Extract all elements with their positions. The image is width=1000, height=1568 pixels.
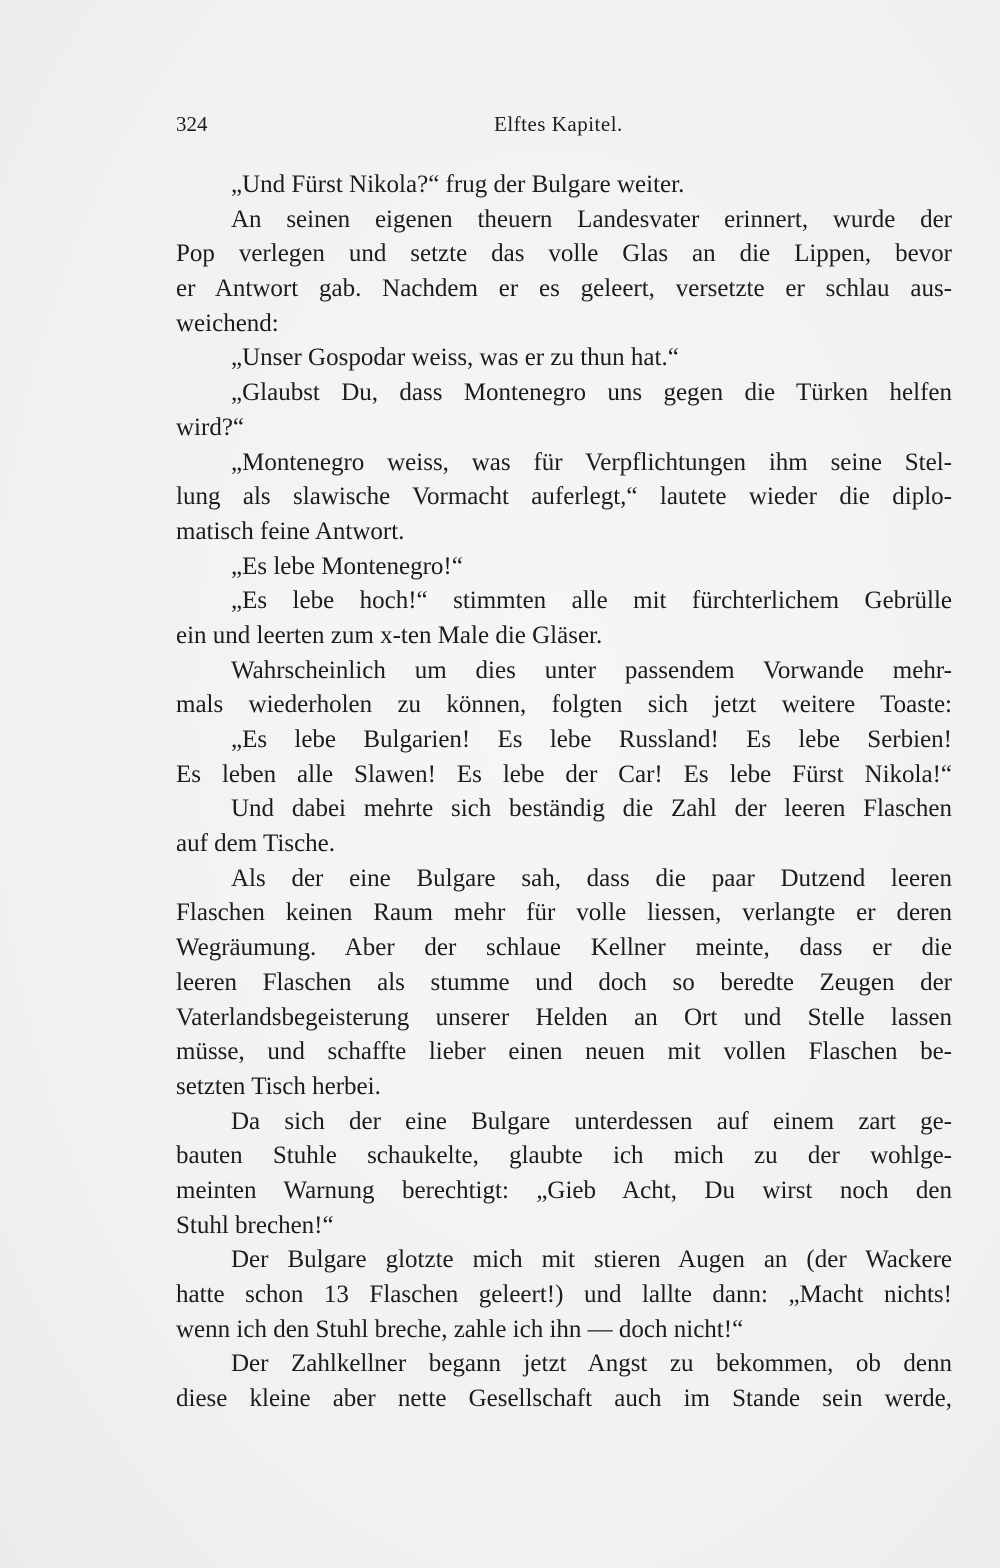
text-line: „Und Fürst Nikola?“ frug der Bulgare weiter. [231,171,685,198]
text-line: „Montenegro weiss, was für Verpflichtungen ihm seine Stel- [231,448,952,476]
page-header [176,112,952,142]
text-line: lung als slawische Vormacht auferlegt,“ lautete wieder die diplo- [176,483,952,511]
body-text [176,168,952,1417]
page-number: 324 [176,112,208,136]
text-line: Wahrscheinlich um dies unter passendem Vorwande mehr- [231,656,952,684]
text-line: hatte schon 13 Flaschen geleert!) und lallte dann: „Macht nichts! [176,1281,952,1308]
text-line: müsse, und schaffte lieber einen neuen mit vollen Flaschen be- [176,1038,952,1066]
text-line: leeren Flaschen als stumme und doch so beredte Zeugen der [176,968,952,996]
text-line: er Antwort gab. Nachdem er es geleert, versetzte er schlau aus- [176,275,952,303]
text-line: „Glaubst Du, dass Montenegro uns gegen die Türken helfen [231,379,952,407]
text-line: „Es lebe Montenegro!“ [231,552,463,580]
text-line: diese kleine aber nette Gesellschaft auch im Stande sein werde, [176,1385,952,1413]
text-line: mals wiederholen zu können, folgten sich jetzt weitere Toaste: [176,691,952,719]
text-line: setzten Tisch herbei. [176,1072,381,1100]
text-line: An seinen eigenen theuern Landesvater erinnert, wurde der [231,205,952,233]
text-line: wenn ich den Stuhl breche, zahle ich ihn — doch nicht!“ [176,1315,744,1343]
text-line: Als der eine Bulgare sah, dass die paar Dutzend leeren [231,864,952,892]
text-line: Der Zahlkellner begann jetzt Angst zu bekommen, ob denn [231,1350,952,1378]
text-line: „Unser Gospodar weiss, was er zu thun hat.“ [231,344,679,372]
text-line: Pop verlegen und setzte das volle Glas an die Lippen, bevor [176,240,952,268]
text-line: bauten Stuhle schaukelte, glaubte ich mich zu der wohlge- [176,1142,952,1170]
text-line: Es leben alle Slawen! Es lebe der Car! Es lebe Fürst Nikola!“ [176,760,952,788]
text-line: auf dem Tische. [176,830,336,858]
text-line: meinten Warnung berechtigt: „Gieb Acht, Du wirst noch den [176,1176,952,1204]
text-line: Flaschen keinen Raum mehr für volle liessen, verlangte er deren [176,899,952,927]
text-line: Vaterlandsbegeisterung unserer Helden an Ort und Stelle lassen [176,1003,952,1031]
text-line: Der Bulgare glotzte mich mit stieren Augen an (der Wackere [231,1246,952,1274]
running-head: Elftes Kapitel. [494,112,623,136]
text-line: wird?“ [176,413,245,441]
text-line: Da sich der eine Bulgare unterdessen auf einem zart ge- [231,1107,952,1135]
text-line: Und dabei mehrte sich beständig die Zahl der leeren Flaschen [231,795,952,823]
text-line: weichend: [176,309,279,337]
text-line: ein und leerten zum x-ten Male die Gläser. [176,621,603,649]
text-line: Wegräumung. Aber der schlaue Kellner meinte, dass er die [176,934,952,962]
text-line: Stuhl brechen!“ [176,1211,334,1239]
text-line: „Es lebe hoch!“ stimmten alle mit fürchterlichem Gebrülle [231,587,952,615]
text-line: matisch feine Antwort. [176,517,405,545]
text-line: „Es lebe Bulgarien! Es lebe Russland! Es lebe Serbien! [231,726,952,753]
